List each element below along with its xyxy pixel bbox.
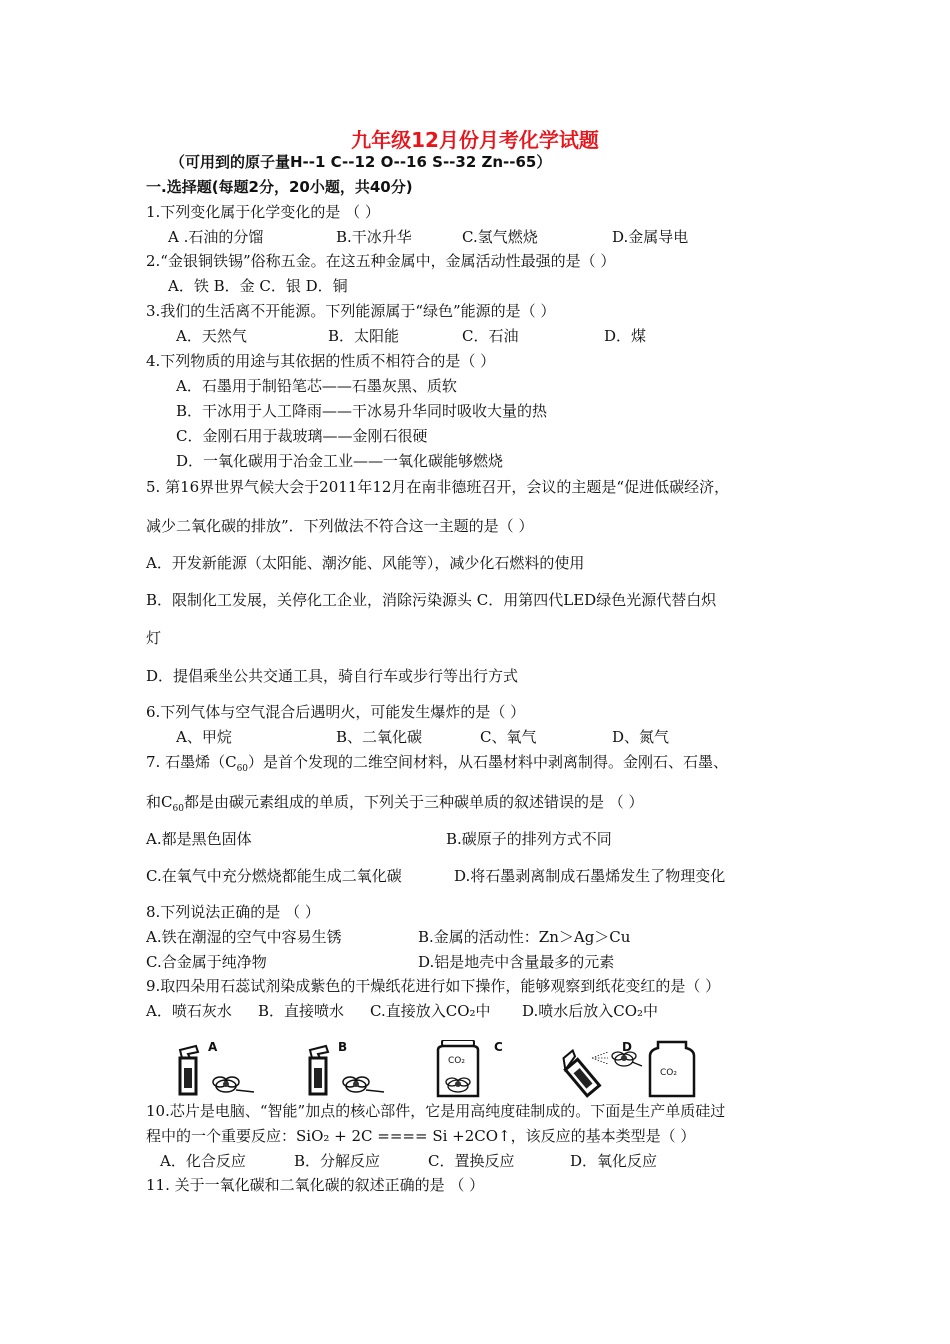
q7-text: ）是首个发现的二维空间材料，从石墨材料中剥离制得。金刚石、石墨、 xyxy=(248,753,729,771)
co2-label: CO₂ xyxy=(448,1056,465,1066)
question-7-option-b: B.碳原子的排列方式不同 xyxy=(446,830,612,848)
question-5-stem-line2: 减少二氧化碳的排放”．下列做法不符合这一主题的是（ ） xyxy=(146,517,534,535)
question-2-stem: 2.“金银铜铁锡”俗称五金。在这五种金属中，金属活动性最强的是（ ） xyxy=(146,252,616,270)
question-10-option-c: C．置换反应 xyxy=(428,1152,515,1170)
spray-and-co2-jar-icon xyxy=(562,1040,712,1098)
question-3-stem: 3.我们的生活离不开能源。下列能源属于“绿色”能源的是（ ） xyxy=(146,302,556,320)
figure-b xyxy=(304,1040,394,1096)
question-9-option-d: D.喷水后放入CO₂中 xyxy=(522,1002,659,1020)
question-6-option-b: B、二氧化碳 xyxy=(336,728,423,746)
question-4-stem: 4.下列物质的用途与其依据的性质不相符合的是（ ） xyxy=(146,352,496,370)
question-7-stem-line1 xyxy=(146,752,728,779)
question-5-stem-line1: 5. 第16界世界气候大会于2011年12月在南非德班召开，会议的主题是“促进低碳经济， xyxy=(146,478,730,496)
question-4-option-d: D．一氧化碳用于冶金工业——一氧化碳能够燃烧 xyxy=(176,452,504,470)
co2-label: CO₂ xyxy=(660,1068,677,1078)
q7-subscript: 60 xyxy=(236,764,249,774)
question-8-option-d: D.铝是地壳中含量最多的元素 xyxy=(418,953,615,971)
question-11-stem: 11. 关于一氧化碳和二氧化碳的叙述正确的是 （ ） xyxy=(146,1176,485,1194)
page-title: 九年级12月份月考化学试题 xyxy=(351,128,599,152)
question-3-option-c: C．石油 xyxy=(462,327,519,345)
question-5-option-d: D．提倡乘坐公共交通工具，骑自行车或步行等出行方式 xyxy=(146,667,519,685)
figure-d xyxy=(562,1040,712,1098)
atomic-mass-note: （可用到的原子量H--1 C--12 O--16 S--32 Zn--65） xyxy=(170,153,552,171)
co2-jar-icon xyxy=(428,1040,488,1098)
question-6-option-d: D、氮气 xyxy=(612,728,670,746)
question-1-option-c: C.氢气燃烧 xyxy=(462,228,538,246)
question-8-stem: 8.下列说法正确的是 （ ） xyxy=(146,903,320,921)
question-4-option-a: A．石墨用于制铅笔芯——石墨灰黑、质软 xyxy=(176,377,457,395)
question-3-option-d: D．煤 xyxy=(604,327,647,345)
section-heading: 一.选择题(每题2分，20小题，共40分) xyxy=(146,178,413,196)
question-1-option-d: D.金属导电 xyxy=(612,228,689,246)
figure-label-c: C xyxy=(494,1040,503,1054)
q7-text: 7. 石墨烯（C xyxy=(146,753,237,771)
question-3-option-b: B．太阳能 xyxy=(328,327,400,345)
question-1-stem: 1.下列变化属于化学变化的是 （ ） xyxy=(146,203,380,221)
question-7-option-a: A.都是黑色固体 xyxy=(146,830,252,848)
question-9-figures xyxy=(170,1040,730,1100)
question-6-option-c: C、氧气 xyxy=(480,728,537,746)
figure-label-b: B xyxy=(338,1040,348,1054)
question-7-option-c: C.在氧气中充分燃烧都能生成二氧化碳 xyxy=(146,867,402,885)
question-5-option-a: A．开发新能源（太阳能、潮汐能、风能等），减少化石燃料的使用 xyxy=(146,554,585,572)
q7-text: 都是由碳元素组成的单质，下列关于三种碳单质的叙述错误的是 （ ） xyxy=(183,793,644,811)
question-1-option-b: B.干冰升华 xyxy=(336,228,412,246)
spray-bottle-flower-icon xyxy=(304,1040,394,1096)
figure-label-d: D xyxy=(622,1040,632,1054)
figure-a xyxy=(174,1040,264,1096)
question-8-option-b: B.金属的活动性：Zn＞Ag＞Cu xyxy=(418,928,631,946)
q7-subscript: 60 xyxy=(172,804,184,814)
question-2-options: A．铁 B．金 C．银 D．铜 xyxy=(168,277,348,295)
question-6-option-a: A、甲烷 xyxy=(176,728,232,746)
question-3-option-a: A．天然气 xyxy=(176,327,247,345)
spray-bottle-flower-icon xyxy=(174,1040,264,1096)
question-5-option-bc: B．限制化工发展，关停化工企业，消除污染源头 C．用第四代LED绿色光源代替白炽 xyxy=(146,591,717,609)
question-9-option-a: A．喷石灰水 xyxy=(146,1002,232,1020)
figure-c xyxy=(428,1040,503,1098)
figure-label-a: A xyxy=(208,1040,218,1054)
question-9-stem: 9.取四朵用石蕊试剂染成紫色的干燥纸花进行如下操作，能够观察到纸花变红的是（ ） xyxy=(146,977,721,995)
question-10-option-b: B．分解反应 xyxy=(294,1152,381,1170)
question-5-option-c-cont: 灯 xyxy=(146,629,162,647)
q7-text: 和C xyxy=(146,793,173,811)
question-6-stem: 6.下列气体与空气混合后遇明火，可能发生爆炸的是（ ） xyxy=(146,703,526,721)
question-10-option-a: A．化合反应 xyxy=(160,1152,246,1170)
question-8-option-a: A.铁在潮湿的空气中容易生锈 xyxy=(146,928,342,946)
question-9-option-c: C.直接放入CO₂中 xyxy=(370,1002,491,1020)
question-10-stem-line2: 程中的一个重要反应：SiO₂ + 2C ==== Si +2CO↑，该反应的基本类型是（ ） xyxy=(146,1127,696,1145)
question-4-option-c: C．金刚石用于裁玻璃——金刚石很硬 xyxy=(176,427,428,445)
question-10-option-d: D．氧化反应 xyxy=(570,1152,658,1170)
question-8-option-c: C.合金属于纯净物 xyxy=(146,953,267,971)
question-9-option-b: B．直接喷水 xyxy=(258,1002,345,1020)
question-4-option-b: B．干冰用于人工降雨——干冰易升华同时吸收大量的热 xyxy=(176,402,548,420)
question-1-option-a: A .石油的分馏 xyxy=(168,228,264,246)
question-7-option-d: D.将石墨剥离制成石墨烯发生了物理变化 xyxy=(454,867,726,885)
question-7-stem-line2 xyxy=(146,792,643,819)
question-10-stem-line1: 10.芯片是电脑、“智能”加点的核心部件，它是用高纯度硅制成的。下面是生产单质硅过 xyxy=(146,1102,726,1120)
